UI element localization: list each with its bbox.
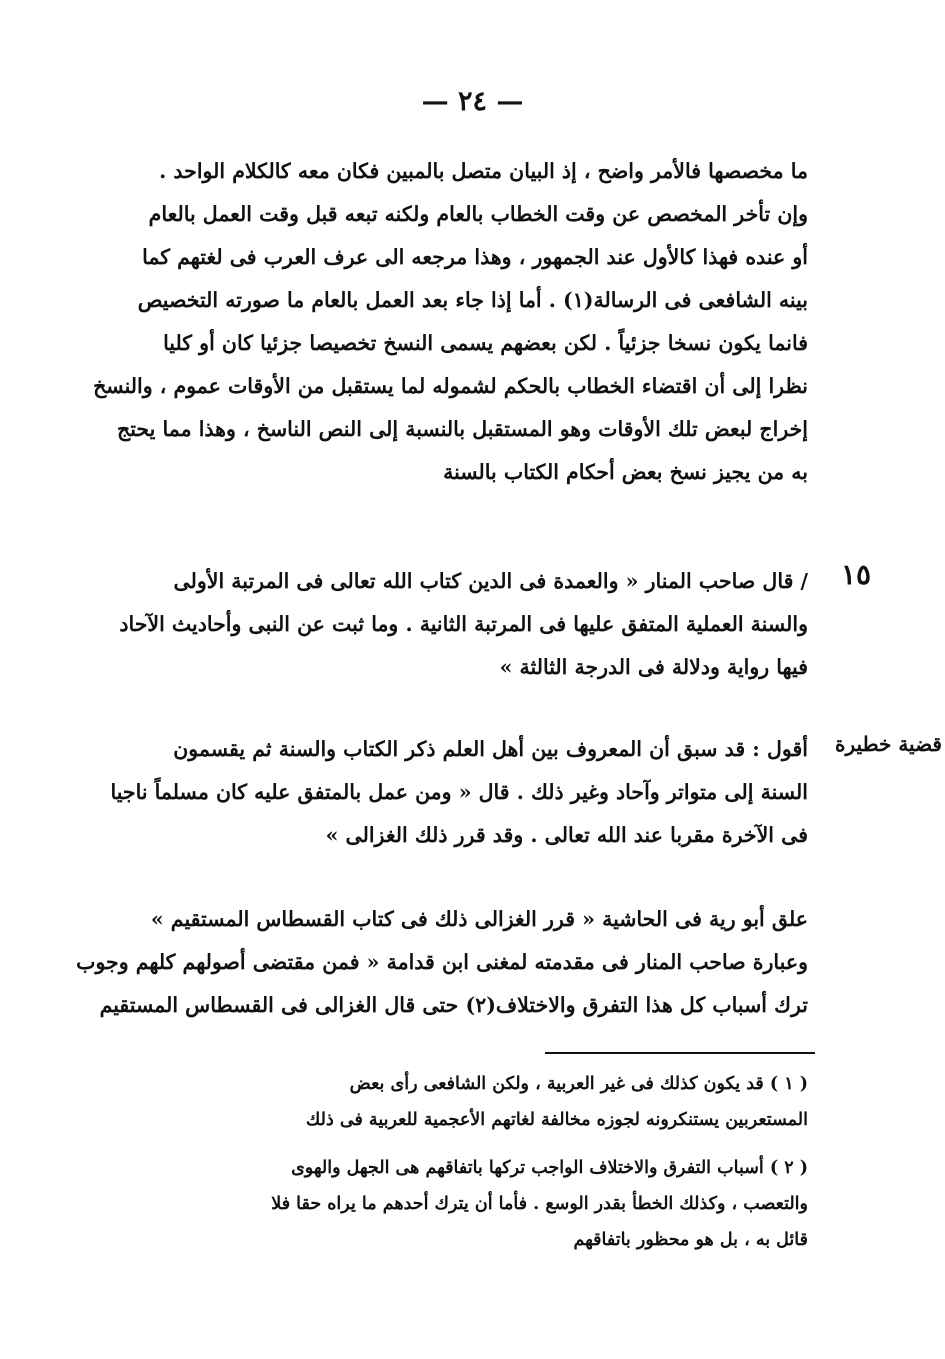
text-line: فى الآخرة مقربا عند الله تعالى . وقد قرر ذلك الغزالى » — [325, 823, 808, 847]
footnote-line: قائل به ، بل هو محظور باتفاقهم — [573, 1230, 808, 1250]
footnote-line: المستعربين يستنكرونه لجوزه مخالفة لغاتهم الأعجمية للعربية فى ذلك — [305, 1110, 808, 1130]
text-line: بينه الشافعى فى الرسالة(١) . أما إذا جاء بعد العمل بالعام ما صورته التخصيص — [137, 288, 808, 312]
text-line: وإن تأخر المخصص عن وقت الخطاب بالعام ولكنه تبعه قبل وقت العمل بالعام — [148, 202, 808, 226]
text-line: فانما يكون نسخا جزئياً . لكن بعضهم يسمى النسخ تخصيصا جزئيا كان أو كليا — [163, 331, 808, 355]
footnote-line: ( ١ ) قد يكون كذلك فى غير العربية ، ولكن الشافعى رأى بعض — [349, 1074, 808, 1094]
text-line: / قال صاحب المنار « والعمدة فى الدين كتاب الله تعالى فى المرتبة الأولى — [173, 569, 808, 593]
text-line: إخراج لبعض تلك الأوقات وهو المستقبل بالنسبة إلى النص الناسخ ، وهذا مما يحتج — [117, 417, 808, 441]
footnote-1 — [160, 1066, 808, 1138]
paragraph-2 — [119, 560, 808, 689]
text-line: به من يجيز نسخ بعض أحكام الكتاب بالسنة — [443, 460, 808, 484]
footnote-2 — [160, 1150, 808, 1258]
paragraph-3 — [110, 728, 808, 857]
text-line: فيها رواية ودلالة فى الدرجة الثالثة » — [499, 655, 808, 679]
paragraph-4 — [76, 898, 808, 1027]
section-number: ١٥ — [840, 558, 872, 591]
text-line: ما مخصصها فالأمر واضح ، إذ البيان متصل بالمبين فكان معه كالكلام الواحد . — [159, 159, 808, 183]
text-line: علق أبو رية فى الحاشية « قرر الغزالى ذلك فى كتاب القسطاس المستقيم » — [150, 907, 808, 931]
text-line: وعبارة صاحب المنار فى مقدمته لمغنى ابن قدامة « فمن مقتضى أصولهم كلهم وجوب — [76, 950, 808, 974]
footnote-line: ( ٢ ) أسباب التفرق والاختلاف الواجب تركها باتفاقهم هى الجهل والهوى — [291, 1158, 808, 1178]
text-line: السنة إلى متواتر وآحاد وغير ذلك . قال « ومن عمل بالمتفق عليه كان مسلماً ناجيا — [110, 780, 808, 804]
text-line: والسنة العملية المتفق عليها فى المرتبة الثانية . وما ثبت عن النبى وأحاديث الآحاد — [119, 612, 808, 636]
text-line: أو عنده فهذا كالأول عند الجمهور ، وهذا مرجعه الى عرف العرب فى لغتهم كما — [142, 245, 808, 269]
page-number: — ٢٤ — — [421, 86, 524, 117]
paragraph-1 — [93, 150, 808, 494]
margin-note: قضية خطيرة — [835, 732, 942, 756]
footnote-divider — [545, 1052, 815, 1054]
text-line: ترك أسباب كل هذا التفرق والاختلاف(٢) حتى قال الغزالى فى القسطاس المستقيم — [99, 993, 808, 1017]
text-line: نظرا إلى أن اقتضاء الخطاب بالحكم لشموله لما يستقبل من الأوقات عموم ، والنسخ — [93, 374, 808, 398]
text-line: أقول : قد سبق أن المعروف بين أهل العلم ذكر الكتاب والسنة ثم يقسمون — [173, 737, 808, 761]
footnote-line: والتعصب ، وكذلك الخطأ بقدر الوسع . فأما أن يترك أحدهم ما يراه حقا فلا — [271, 1194, 808, 1214]
